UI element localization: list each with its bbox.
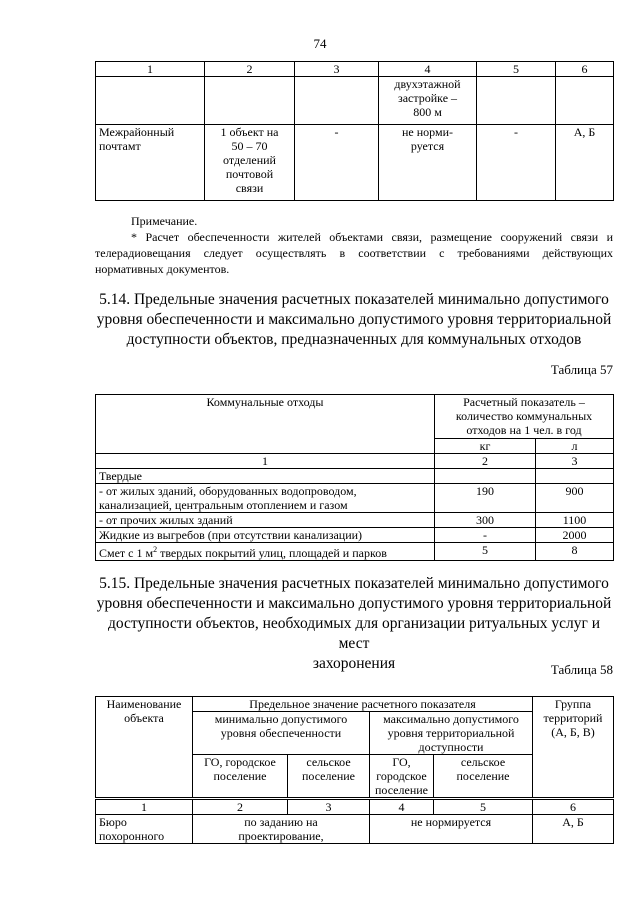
table-row: [96, 125, 614, 201]
cell-min-level: по заданию на проектирование,: [193, 815, 370, 844]
header-rural: сельское поселение: [288, 755, 370, 799]
header-object-name: Наименование объекта: [96, 697, 193, 799]
note-title: Примечание.: [131, 214, 198, 228]
unit-kg: кг: [435, 439, 536, 454]
table-row: [96, 815, 614, 844]
cell-min-level: 1 объект на 50 – 70 отделений почтовой связи: [205, 125, 295, 201]
row-l: 8: [536, 543, 614, 561]
table-row: [96, 77, 614, 125]
col-number: 4: [379, 62, 477, 77]
group-label: Твердые: [96, 469, 435, 484]
col-number: 6: [556, 62, 614, 77]
col-number: 3: [295, 62, 379, 77]
table-continuation: [95, 61, 614, 201]
header-limit-value: Предельное значение расчетного показателя: [193, 697, 533, 712]
col-number: 3: [288, 799, 370, 815]
row-kg: 5: [435, 543, 536, 561]
cell-max-distance: не норми- руется: [379, 125, 477, 201]
header-municipal-waste: Коммунальные отходы: [96, 395, 435, 454]
row-name: Жидкие из выгребов (при отсутствии канализации): [96, 528, 435, 543]
table-label-57: Таблица 57: [550, 362, 613, 377]
cell-group: А, Б: [556, 125, 614, 201]
row-kg: -: [435, 528, 536, 543]
table-58: [95, 696, 614, 844]
col-number: 6: [533, 799, 614, 815]
header-go-city: ГО, городское поселение: [370, 755, 434, 799]
row-l: 1100: [536, 513, 614, 528]
col-number: 1: [96, 62, 205, 77]
header-max-level: максимально допустимого уровня территориальной доступности: [370, 712, 533, 755]
header-min-level: минимально допустимого уровня обеспеченности: [193, 712, 370, 755]
note-text: * Расчет обеспеченности жителей объектами связи, размещение сооружений связи и телерадиовещания следует осуществлять в соответствии с требованиями действующих нормативных документов.: [95, 230, 613, 276]
cell-value: -: [477, 125, 556, 201]
row-name: Смет с 1 $м^2$ твердых покрытий улиц, площадей и парков: [96, 543, 435, 561]
section-heading-5-14: 5.14. Предельные значения расчетных показателей минимально допустимого уровня обеспеченности и максимально допустимого уровня территориальной доступности объектов, предназначенных для коммунальных отходов: [96, 291, 612, 348]
cell-object-name: Бюро похоронного: [96, 815, 193, 844]
col-number: 5: [434, 799, 533, 815]
note: [95, 213, 613, 277]
table-row: [96, 528, 614, 543]
row-kg: 300: [435, 513, 536, 528]
row-kg: 190: [435, 484, 536, 513]
table-header-row: [96, 62, 614, 77]
col-number: 2: [193, 799, 288, 815]
col-number: 1: [96, 454, 435, 469]
row-l: 2000: [536, 528, 614, 543]
section-heading-5-15: 5.15. Предельные значения расчетных показателей минимально допустимого уровня обеспеченности и максимально допустимого уровня территориальной доступности объектов, необходимых для организации ритуальных услуг и мест захоронения: [96, 575, 612, 672]
row-l: 900: [536, 484, 614, 513]
col-number: 2: [205, 62, 295, 77]
cell-group: А, Б: [533, 815, 614, 844]
cell-max-level: не нормируется: [370, 815, 533, 844]
header-territory-group: Группа территорий (А, Б, В): [533, 697, 614, 799]
table-row: [96, 484, 614, 513]
table-row: [96, 469, 614, 484]
header-rural: сельское поселение: [434, 755, 533, 799]
table-row: [96, 513, 614, 528]
unit-l: л: [536, 439, 614, 454]
table-header-row: [96, 454, 614, 469]
page-number: 74: [313, 36, 327, 51]
cell-object-name: Межрайонный почтамт: [96, 125, 205, 201]
col-number: 1: [96, 799, 193, 815]
header-calc-indicator: Расчетный показатель – количество коммунальных отходов на 1 чел. в год: [435, 395, 614, 439]
cell-distance: двухэтажной застройке – 800 м: [379, 77, 477, 125]
header-go-city: ГО, городское поселение: [193, 755, 288, 799]
table-row: [96, 543, 614, 561]
col-number: 5: [477, 62, 556, 77]
col-number: 3: [536, 454, 614, 469]
table-label-58: Таблица 58: [550, 662, 613, 677]
row-name: - от прочих жилых зданий: [96, 513, 435, 528]
col-number: 2: [435, 454, 536, 469]
table-header-row: [96, 799, 614, 815]
table-57: [95, 394, 614, 561]
col-number: 4: [370, 799, 434, 815]
row-name: - от жилых зданий, оборудованных водопроводом, канализацией, центральным отоплением и газом: [96, 484, 435, 513]
cell-value: -: [295, 125, 379, 201]
